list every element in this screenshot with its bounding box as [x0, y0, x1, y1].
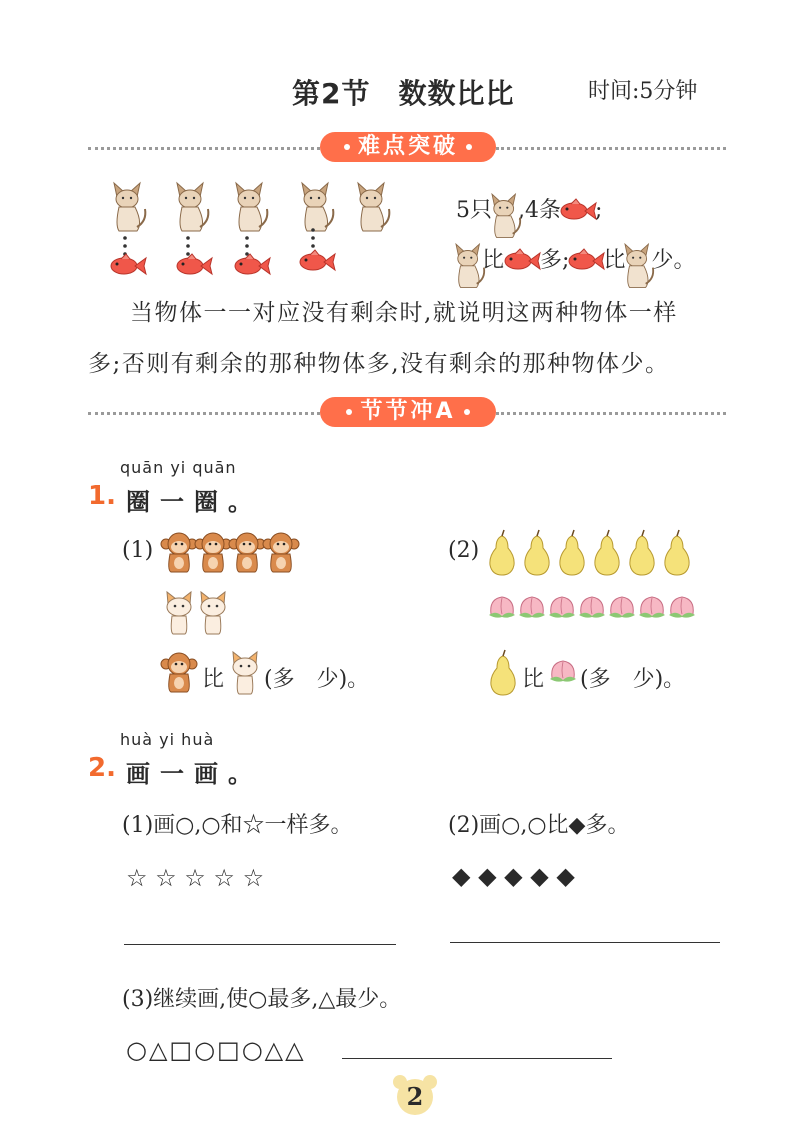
q2-title: 画一画。 [126, 759, 262, 788]
peach-icon [639, 597, 665, 618]
q1-part2-compare: 比 [522, 667, 545, 692]
dotted-divider-right [496, 147, 726, 150]
q1-part2-label: (2) [448, 538, 480, 563]
dotted-divider-right [496, 412, 726, 415]
q2-part1-instruction: (1)画○,○和☆一样多。 [122, 813, 353, 838]
q2-part3-instruction: (3)继续画,使○最多,△最少。 [122, 987, 402, 1012]
count-cats-text: 5只 [456, 198, 492, 223]
compare-sentence [456, 243, 695, 276]
q2-number: 2. [88, 753, 116, 783]
dotted-divider-left [88, 412, 320, 415]
q1-monkey-row [160, 530, 305, 580]
pear-icon [488, 650, 520, 698]
monkey-icon [161, 533, 197, 572]
banner-practice [320, 397, 496, 427]
compare-word: 比 [482, 248, 505, 273]
more-word: 多 [540, 248, 563, 273]
correspondence-dots [123, 228, 315, 256]
cat-icon [114, 183, 145, 231]
pear-icon [665, 530, 689, 575]
pear-icon [525, 530, 549, 575]
section-title [292, 72, 515, 112]
fish-icon [235, 254, 270, 274]
peach-icon [548, 658, 578, 688]
pear-icon [490, 530, 514, 575]
fish-icon [300, 250, 335, 270]
count-sentence [456, 193, 602, 226]
explanation-line-1: 当物体一一对应没有剩余时,就说明这两种物体一样 [130, 300, 678, 326]
cat-icon [492, 196, 518, 226]
cat-icon [236, 183, 267, 231]
fish-icon [504, 249, 540, 273]
banner-difficulty [320, 132, 496, 162]
section-name: 数数比比 [398, 77, 515, 110]
cat-icon [456, 246, 482, 276]
q1-number: 1. [88, 481, 116, 511]
less-word: 少。 [651, 248, 696, 273]
q2-pinyin: huà yi huà [120, 730, 215, 749]
cat-icon [625, 246, 651, 276]
page-number: 2 [406, 1082, 424, 1111]
separator: ; [562, 248, 570, 273]
banner-difficulty-label: 难点突破 [357, 134, 458, 159]
q1-pinyin: quān yi quān [120, 458, 237, 477]
pear-icon [630, 530, 654, 575]
q2-part2-diamonds: ◆ ◆ ◆ ◆ ◆ [452, 862, 575, 890]
fish-icon [569, 249, 603, 273]
kitten-icon [167, 592, 191, 634]
q2-part3-sequence: ○△□○□○△△ [126, 1036, 306, 1064]
q2-part1-answer-line[interactable] [124, 944, 396, 945]
pear-icon [595, 530, 619, 575]
peach-icon [579, 597, 605, 618]
fish-icon [177, 254, 212, 274]
monkey-icon [160, 650, 200, 700]
count-fish-text: ,4条 [518, 198, 561, 223]
cat-icon [302, 183, 333, 231]
q2-part3-answer-line[interactable] [342, 1058, 612, 1059]
q2-part2-answer-line[interactable] [450, 942, 720, 943]
fish-icon [111, 254, 146, 274]
banner-practice-label: 节节冲A [360, 399, 456, 424]
q1-kitten-row [160, 590, 240, 640]
monkey-icon [263, 533, 299, 572]
q2-part1-stars: ☆ ☆ ☆ ☆ ☆ [126, 864, 265, 892]
q1-title: 圈一圈。 [126, 487, 262, 516]
time-limit: 时间:5分钟 [588, 79, 698, 104]
fish-icon [561, 199, 595, 223]
q2-part2-instruction: (2)画○,○比◆多。 [448, 813, 630, 838]
peach-icon [549, 597, 575, 618]
peach-icon [519, 597, 545, 618]
kitten-icon [201, 592, 225, 634]
peach-icon [669, 597, 695, 618]
monkey-icon [229, 533, 265, 572]
cats-and-fish-illustration [100, 180, 400, 280]
compare-word: 比 [603, 248, 626, 273]
cat-icon [177, 183, 208, 231]
pear-icon [560, 530, 584, 575]
q1-pear-row [486, 530, 696, 580]
monkey-icon [195, 533, 231, 572]
section-number: 第2节 [292, 77, 371, 110]
q1-part1-choice[interactable]: (多 少)。 [264, 667, 370, 692]
q1-part1-label: (1) [122, 538, 154, 563]
q1-peach-row [486, 592, 696, 627]
q1-part1-compare: 比 [202, 667, 225, 692]
count-sentence-end: ; [595, 198, 603, 223]
peach-icon [609, 597, 635, 618]
cat-icon [358, 183, 389, 231]
explanation-line-2: 多;否则有剩余的那种物体多,没有剩余的那种物体少。 [88, 351, 670, 377]
peach-icon [489, 597, 515, 618]
kitten-icon [228, 650, 264, 700]
dotted-divider-left [88, 147, 320, 150]
q1-part2-choice[interactable]: (多 少)。 [580, 667, 686, 692]
